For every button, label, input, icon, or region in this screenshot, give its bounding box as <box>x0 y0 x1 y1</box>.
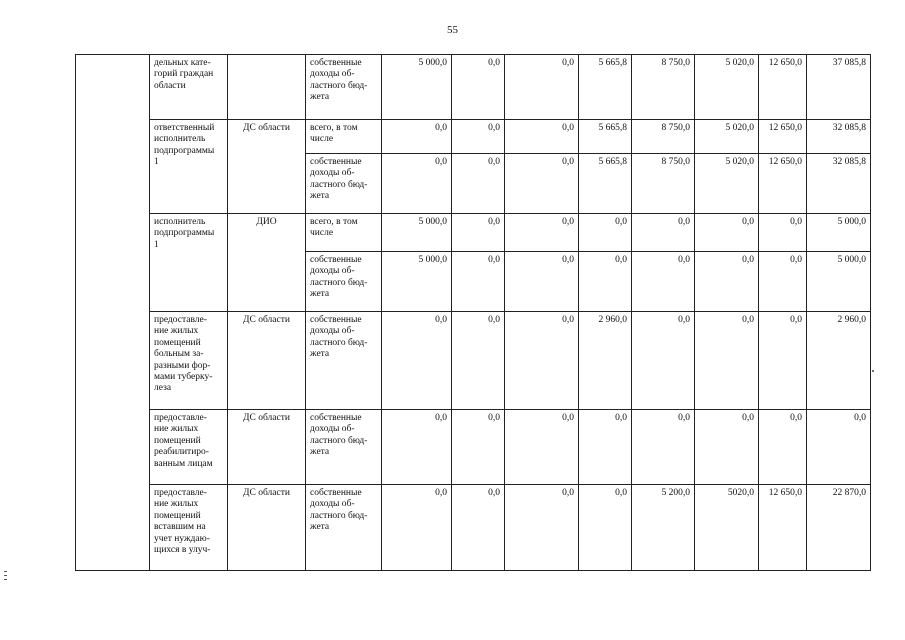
page-number: 55 <box>447 24 458 36</box>
value-cell: 0,0 <box>632 214 695 252</box>
value-cell: 5 200,0 <box>632 485 695 571</box>
value-cell: 0,0 <box>452 120 505 154</box>
value-cell: 0,0 <box>452 252 505 312</box>
value-cell: 0,0 <box>382 120 452 154</box>
value-cell: 0,0 <box>579 214 632 252</box>
value-cell: 5 665,8 <box>579 120 632 154</box>
value-cell: 5 000,0 <box>382 214 452 252</box>
value-cell: 0,0 <box>632 312 695 410</box>
value-cell: 12 650,0 <box>759 55 807 120</box>
value-cell: 0,0 <box>505 154 579 214</box>
value-cell: 0,0 <box>505 252 579 312</box>
funding-source: всего, в том числе <box>306 120 382 154</box>
value-cell: 5 665,8 <box>579 154 632 214</box>
row-title: предоставле- ние жилых помещений реабилитиро- ванным лицам <box>150 410 228 485</box>
value-cell: 5020,0 <box>695 485 759 571</box>
funding-source: собственные доходы об- ластного бюд- жета <box>306 312 382 410</box>
table-row <box>76 55 871 120</box>
value-cell: 0,0 <box>579 252 632 312</box>
value-cell: 0,0 <box>382 154 452 214</box>
value-cell: 2 960,0 <box>807 312 871 410</box>
table-row <box>76 410 871 485</box>
value-cell: 8 750,0 <box>632 55 695 120</box>
value-cell: 5 000,0 <box>807 214 871 252</box>
row-executor: ДС области <box>228 312 306 410</box>
row-executor: ДС области <box>228 120 306 214</box>
row-executor: ДИО <box>228 214 306 312</box>
table-row <box>76 120 871 154</box>
funding-source: собственные доходы об- ластного бюд- жета <box>306 55 382 120</box>
table-row <box>76 312 871 410</box>
value-cell: 5 000,0 <box>807 252 871 312</box>
value-cell: 0,0 <box>632 252 695 312</box>
row-executor: ДС области <box>228 410 306 485</box>
value-cell: 0,0 <box>505 214 579 252</box>
value-cell: 12 650,0 <box>759 485 807 571</box>
value-cell: 0,0 <box>579 485 632 571</box>
scan-mark <box>4 579 7 580</box>
value-cell: 5 020,0 <box>695 154 759 214</box>
value-cell: 0,0 <box>632 410 695 485</box>
value-cell: 0,0 <box>759 252 807 312</box>
value-cell: 12 650,0 <box>759 154 807 214</box>
value-cell: 0,0 <box>695 312 759 410</box>
value-cell: 0,0 <box>452 312 505 410</box>
value-cell: 0,0 <box>807 410 871 485</box>
value-cell: 0,0 <box>505 312 579 410</box>
value-cell: 0,0 <box>505 485 579 571</box>
funding-source: собственные доходы об- ластного бюд- жета <box>306 154 382 214</box>
funding-source: собственные доходы об- ластного бюд- жета <box>306 410 382 485</box>
value-cell: 0,0 <box>452 485 505 571</box>
row-title: предоставле- ние жилых помещений вставшим на учет нуждаю- щихся в улуч- <box>150 485 228 571</box>
value-cell: 37 085,8 <box>807 55 871 120</box>
value-cell: 0,0 <box>505 410 579 485</box>
budget-table <box>75 54 871 571</box>
value-cell: 8 750,0 <box>632 154 695 214</box>
value-cell: 5 020,0 <box>695 55 759 120</box>
value-cell: 5 020,0 <box>695 120 759 154</box>
value-cell: 8 750,0 <box>632 120 695 154</box>
value-cell: 12 650,0 <box>759 120 807 154</box>
value-cell: 0,0 <box>382 410 452 485</box>
value-cell: 0,0 <box>505 120 579 154</box>
scan-mark <box>4 575 7 576</box>
row-title: исполнитель подпрограммы 1 <box>150 214 228 312</box>
value-cell: 5 000,0 <box>382 252 452 312</box>
table-row <box>76 485 871 571</box>
funding-source: собственные доходы об- ластного бюд- жета <box>306 485 382 571</box>
value-cell: 0,0 <box>695 214 759 252</box>
value-cell: 5 665,8 <box>579 55 632 120</box>
value-cell: 0,0 <box>759 312 807 410</box>
value-cell: 0,0 <box>695 252 759 312</box>
row-executor: ДС области <box>228 485 306 571</box>
value-cell: 0,0 <box>452 154 505 214</box>
row-executor <box>228 55 306 120</box>
row-title: дельных кате- горий граждан области <box>150 55 228 120</box>
blank-left-column <box>76 55 150 571</box>
value-cell: 22 870,0 <box>807 485 871 571</box>
value-cell: 0,0 <box>579 410 632 485</box>
value-cell: 0,0 <box>452 55 505 120</box>
value-cell: 0,0 <box>382 485 452 571</box>
value-cell: 32 085,8 <box>807 154 871 214</box>
value-cell: 0,0 <box>452 214 505 252</box>
funding-source: собственные доходы об- ластного бюд- жета <box>306 252 382 312</box>
value-cell: 0,0 <box>695 410 759 485</box>
scan-mark <box>4 571 7 572</box>
scan-mark <box>872 370 874 372</box>
row-title: предоставле- ние жилых помещений больным за- разными фор- мами туберку- леза <box>150 312 228 410</box>
value-cell: 0,0 <box>759 410 807 485</box>
table-row <box>76 214 871 252</box>
row-title: ответственный исполнитель подпрограммы 1 <box>150 120 228 214</box>
value-cell: 0,0 <box>759 214 807 252</box>
value-cell: 5 000,0 <box>382 55 452 120</box>
funding-source: всего, в том числе <box>306 214 382 252</box>
value-cell: 0,0 <box>505 55 579 120</box>
value-cell: 32 085,8 <box>807 120 871 154</box>
value-cell: 0,0 <box>452 410 505 485</box>
value-cell: 2 960,0 <box>579 312 632 410</box>
value-cell: 0,0 <box>382 312 452 410</box>
